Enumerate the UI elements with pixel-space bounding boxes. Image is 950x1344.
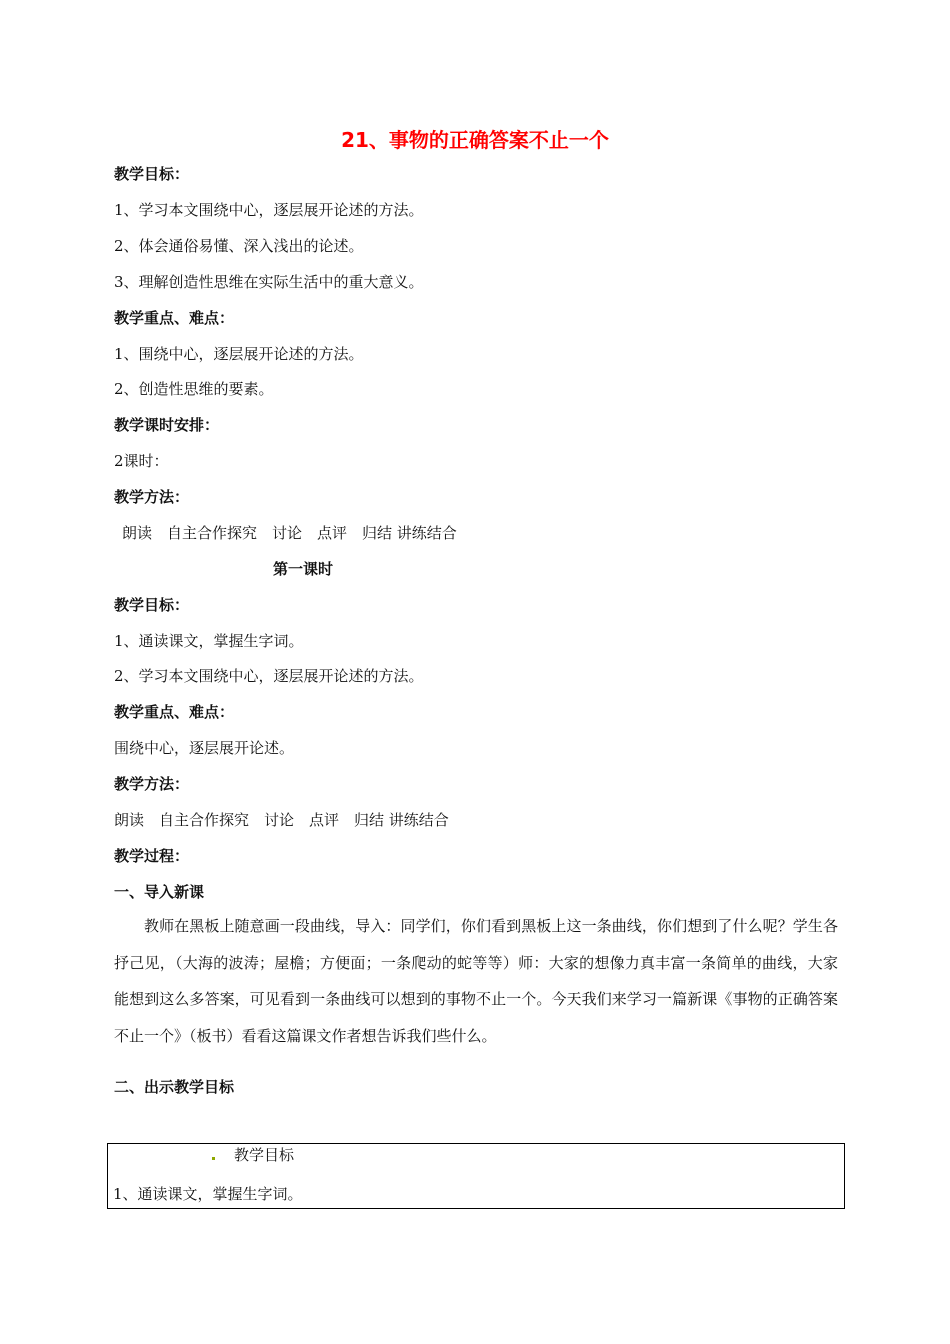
- step1-paragraph: 教师在黑板上随意画一段曲线，导入：同学们，你们看到黑板上这一条曲线，你们想到了什么呢？学生各抒己见，（大海的波涛；屋檐；方便面；一条爬动的蛇等等）师：大家的想像力真丰富一条简单的曲线，大家能想到这么多答案，可见看到一条曲线可以想到的事物不止一个。今天我们来学习一篇新课《事物的正确答案不止一个》（板书）看看这篇课文作者想告诉我们些什么。: [114, 917, 838, 1045]
- schedule-heading: 教学课时安排：: [114, 416, 220, 434]
- bullet-dot-icon: [212, 1157, 215, 1160]
- step2-heading: 二、出示教学目标: [114, 1078, 235, 1096]
- lesson1-key-heading: 教学重点、难点：: [114, 703, 235, 721]
- lesson1-goal-item: 1、通读课文，掌握生字词。: [114, 632, 304, 650]
- step1-heading: 一、导入新课: [114, 883, 205, 901]
- key-heading: 教学重点、难点：: [114, 309, 235, 327]
- goal-item: 2、体会通俗易懂、深入浅出的论述。: [114, 237, 364, 255]
- lesson1-goal-item: 2、学习本文围绕中心，逐层展开论述的方法。: [114, 667, 424, 685]
- board-title: 教学目标: [234, 1146, 295, 1164]
- goal-item: 3、理解创造性思维在实际生活中的重大意义。: [114, 273, 424, 291]
- key-point: 1、围绕中心，逐层展开论述的方法。: [114, 345, 364, 363]
- page-title: 21、事物的正确答案不止一个: [341, 128, 609, 152]
- schedule-value: 2课时：: [114, 452, 169, 470]
- board-line: 1、通读课文，掌握生字词。: [113, 1185, 303, 1203]
- lesson1-goals-heading: 教学目标：: [114, 596, 190, 614]
- key-point: 2、创造性思维的要素。: [114, 380, 274, 398]
- method-heading: 教学方法：: [114, 488, 190, 506]
- goals-heading: 教学目标：: [114, 165, 190, 183]
- process-heading: 教学过程：: [114, 847, 190, 865]
- lesson1-heading: 第一课时: [273, 560, 334, 578]
- lesson1-key-value: 围绕中心，逐层展开论述。: [114, 739, 295, 757]
- goal-item: 1、学习本文围绕中心，逐层展开论述的方法。: [114, 201, 424, 219]
- lesson1-method-value: 朗读 自主合作探究 讨论 点评 归结 讲练结合: [114, 811, 449, 829]
- lesson1-method-heading: 教学方法：: [114, 775, 190, 793]
- method-value: 朗读 自主合作探究 讨论 点评 归结 讲练结合: [122, 524, 457, 542]
